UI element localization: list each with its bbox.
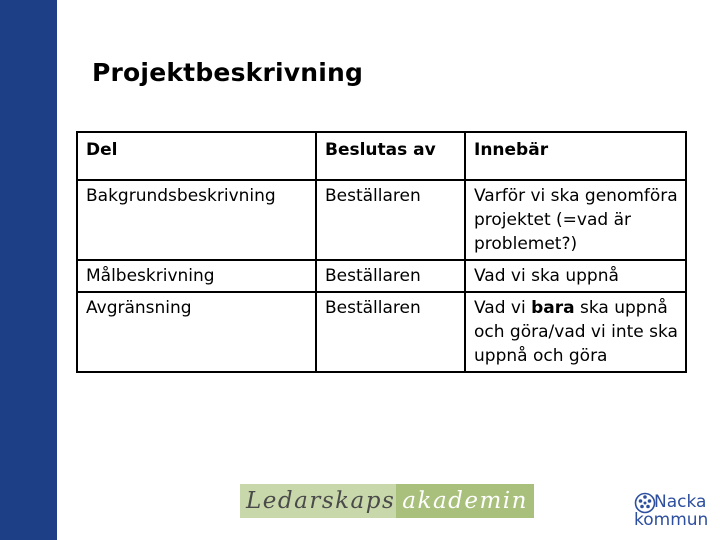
logo-text-ledarskaps: Ledarskaps bbox=[246, 488, 396, 514]
cell-del: Avgränsning bbox=[77, 292, 316, 372]
cell-beslutas-av: Beställaren bbox=[316, 180, 465, 260]
table-row bbox=[77, 180, 686, 260]
ledarskapsakademin-logo bbox=[240, 484, 528, 518]
cell-del: Bakgrundsbeskrivning bbox=[77, 180, 316, 260]
cell-innebar bbox=[465, 292, 686, 372]
logo-text-akademin: akademin bbox=[396, 484, 534, 518]
table-row bbox=[77, 260, 686, 292]
header-innebar: Innebär bbox=[465, 132, 686, 180]
cell-innebar: Varför vi ska genomföra projektet (=vad är problemet?) bbox=[465, 180, 686, 260]
logo-text-nacka: Nacka bbox=[654, 492, 707, 512]
project-description-table bbox=[76, 131, 687, 373]
innebar-text-end: ska uppnå och göra/vad vi inte ska uppnå och göra bbox=[474, 298, 678, 366]
side-accent-bar bbox=[0, 0, 57, 540]
table-header-row bbox=[77, 132, 686, 180]
nacka-kommun-logo bbox=[634, 490, 710, 530]
cell-del: Målbeskrivning bbox=[77, 260, 316, 292]
cell-beslutas-av: Beställaren bbox=[316, 292, 465, 372]
header-beslutas-av: Beslutas av bbox=[316, 132, 465, 180]
cell-beslutas-av: Beställaren bbox=[316, 260, 465, 292]
innebar-bold-word: bara bbox=[531, 298, 575, 318]
logo-text-kommun: kommun bbox=[634, 510, 709, 530]
innebar-text-start: Vad vi bbox=[474, 298, 532, 318]
header-del: Del bbox=[77, 132, 316, 180]
table-row bbox=[77, 292, 686, 372]
slide-title: Projektbeskrivning bbox=[92, 58, 364, 87]
cell-innebar: Vad vi ska uppnå bbox=[465, 260, 686, 292]
